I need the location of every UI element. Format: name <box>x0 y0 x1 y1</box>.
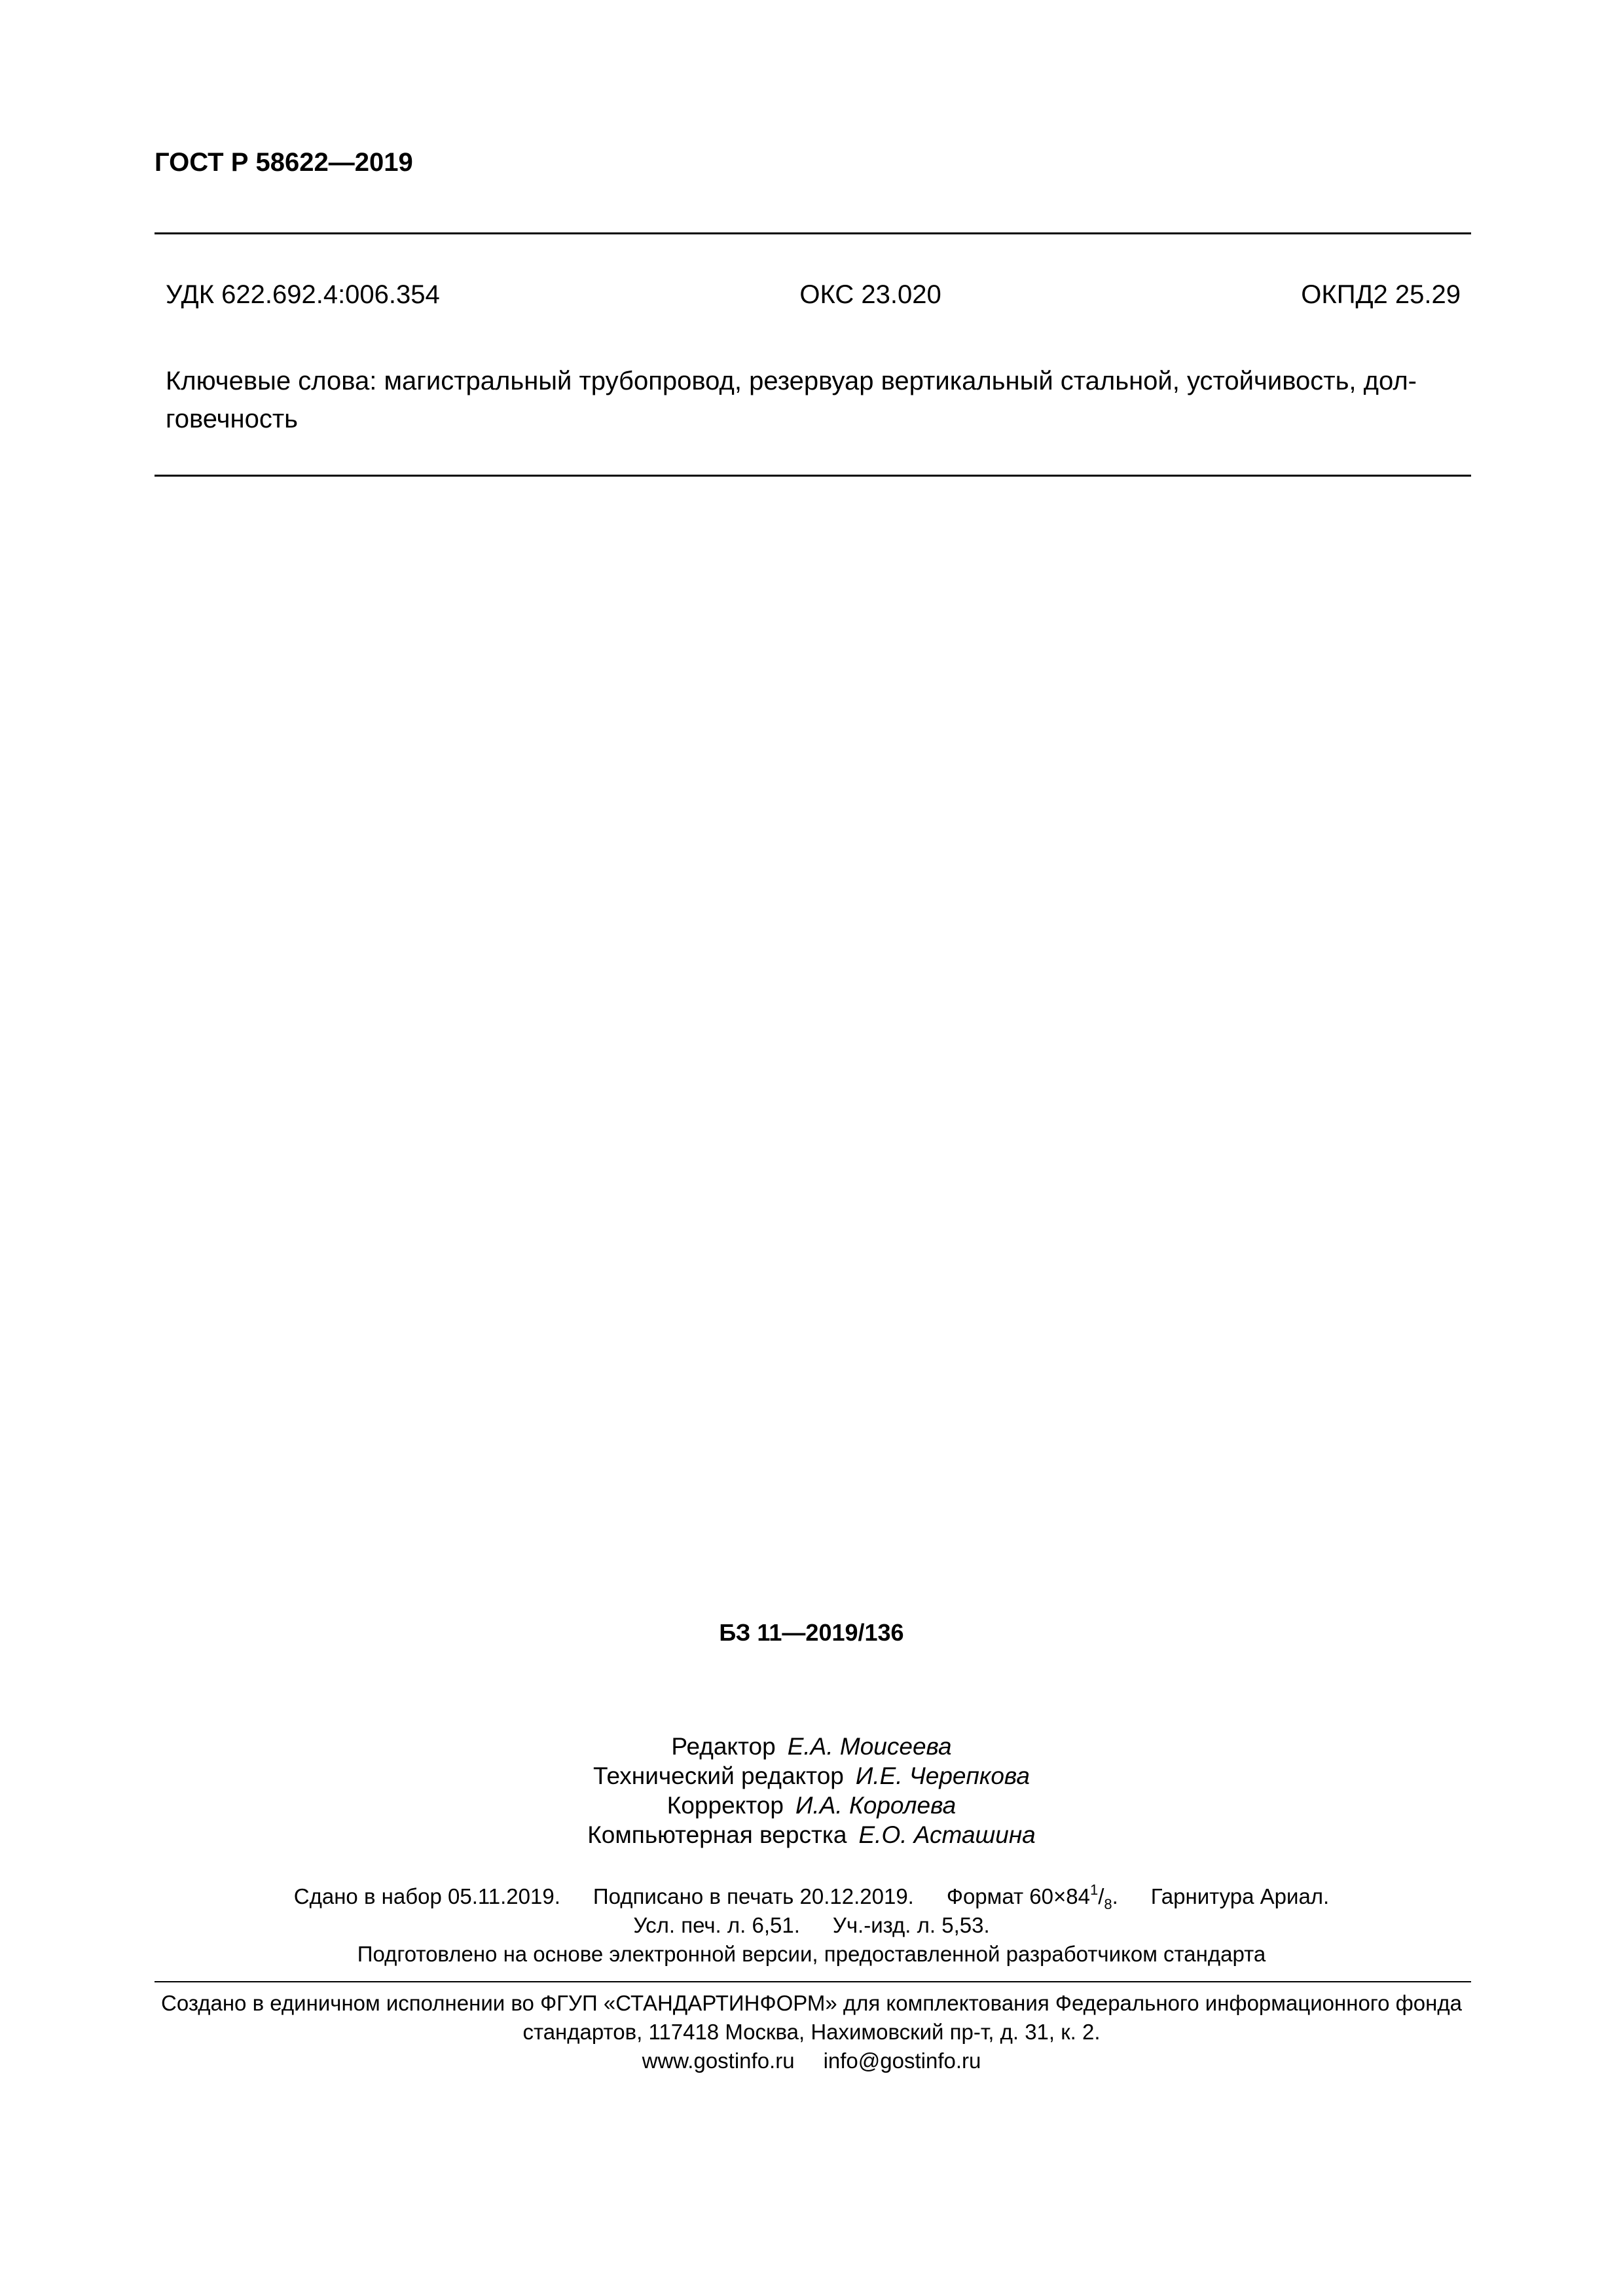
credit-line <box>0 1791 1623 1820</box>
footer-block <box>0 1989 1623 2075</box>
credit-role: Редактор <box>671 1733 776 1760</box>
credit-role: Компьютерная верстка <box>587 1821 847 1848</box>
print-sheets: Усл. печ. л. 6,51. <box>633 1913 800 1937</box>
website-link[interactable]: www.gostinfo.ru <box>642 2049 795 2073</box>
publication-line-1 <box>0 1882 1623 1911</box>
credit-name: И.А. Королева <box>795 1792 957 1819</box>
prepared-note: Подготовлено на основе электронной версии, предоставленной разработчиком стандарта <box>357 1942 1266 1966</box>
credits-block <box>0 1732 1623 1850</box>
email-link[interactable]: info@gostinfo.ru <box>823 2049 981 2073</box>
footer-contacts <box>0 2047 1623 2075</box>
credit-role: Технический редактор <box>593 1762 844 1789</box>
document-code: ГОСТ Р 58622—2019 <box>155 148 413 177</box>
submitted-date: Сдано в набор 05.11.2019. <box>293 1884 560 1908</box>
keywords-line-2: говечность <box>166 405 299 433</box>
credit-line <box>0 1820 1623 1850</box>
top-divider <box>155 232 1471 234</box>
footer-line-1: Создано в единичном исполнении во ФГУП «СТАНДАРТИНФОРМ» для комплектования Федерального информационного фонда <box>161 1991 1462 2015</box>
edit-sheets: Уч.-изд. л. 5,53. <box>832 1913 990 1937</box>
classification-row <box>166 280 1461 310</box>
publication-line-2 <box>0 1911 1623 1940</box>
keywords-line-1: Ключевые слова: магистральный трубопровод, резервуар вертикальный стальной, устойчивость, дол- <box>166 367 1417 395</box>
publication-info <box>0 1882 1623 1969</box>
credit-name: И.Е. Черепкова <box>855 1762 1030 1789</box>
keywords-divider <box>155 475 1471 477</box>
udk-code: УДК 622.692.4:006.354 <box>166 280 440 309</box>
typeface: Гарнитура Ариал. <box>1150 1884 1330 1908</box>
credit-name: Е.А. Моисеева <box>787 1733 952 1760</box>
credit-line <box>0 1761 1623 1791</box>
credit-name: Е.О. Асташина <box>858 1821 1036 1848</box>
keywords-block <box>166 362 1462 438</box>
footer-divider <box>155 1981 1471 1982</box>
paper-format: Формат $60\times 84^1/_8$. <box>946 1882 1118 1912</box>
credit-role: Корректор <box>666 1792 784 1819</box>
bz-number: БЗ 11—2019/136 <box>719 1619 904 1646</box>
footer-line-2: стандартов, 117418 Москва, Нахимовский пр-т, д. 31, к. 2. <box>522 2020 1101 2044</box>
signed-date: Подписано в печать 20.12.2019. <box>593 1884 914 1908</box>
credit-line <box>0 1732 1623 1761</box>
oks-code: ОКС 23.020 <box>799 280 941 309</box>
okpd-code: ОКПД2 25.29 <box>1301 280 1461 309</box>
